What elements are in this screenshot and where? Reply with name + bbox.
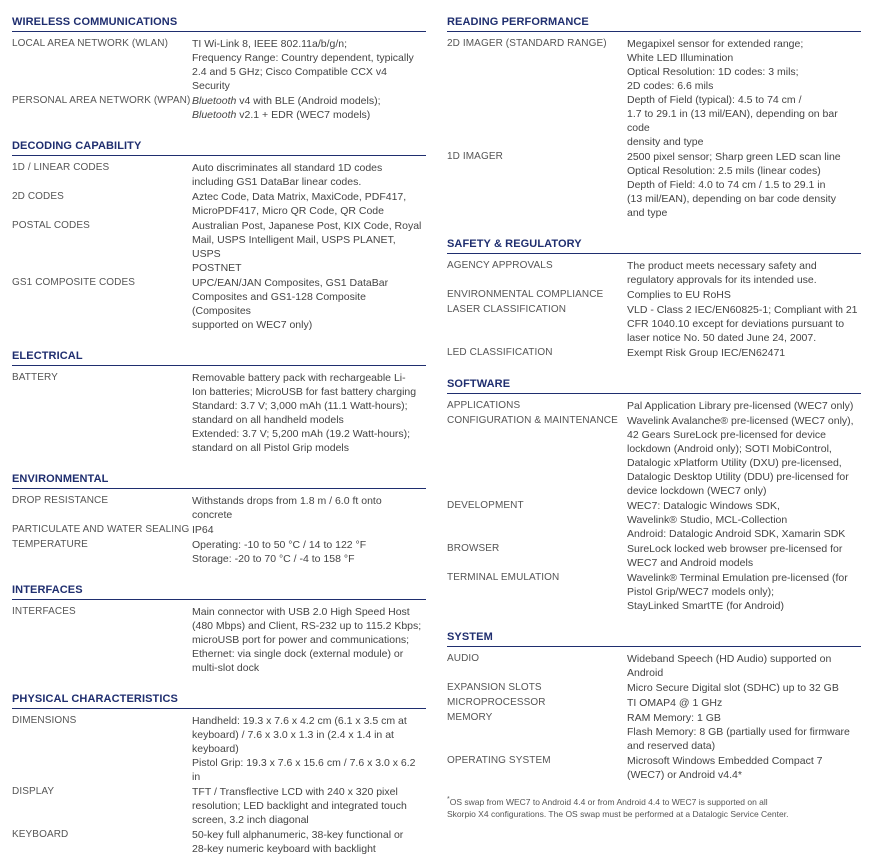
spec-label: 2D IMAGER (STANDARD RANGE) [447, 38, 607, 49]
spec-value-line: and reserved data) [627, 740, 716, 752]
spec-value-line: Pistol Grip: 19.3 x 7.6 x 15.6 cm / 7.6 x 3.0 x 6.2 in [192, 757, 416, 783]
spec-value-line: The product meets necessary safety and [627, 260, 817, 272]
right-column [447, 10, 861, 820]
spec-value-line: Megapixel sensor for extended range; [627, 38, 804, 50]
spec-value-line: and type [627, 207, 668, 219]
spec-label: INTERFACES [12, 606, 76, 617]
spec-value-line: (480 Mbps) and Client, RS-232 up to 115.2 Kbps; [192, 620, 422, 632]
spec-row-environmental-compliance [447, 288, 861, 302]
section-title: WIRELESS COMMUNICATIONS [12, 10, 426, 32]
spec-row-postal-codes [12, 219, 426, 275]
spec-value-line: keyboard) / 7.6 x 3.0 x 1.3 in (2.4 x 1.4 in at [192, 729, 394, 741]
spec-value-line: 1.7 to 29.1 in (13 mil/EAN), depending on bar code [627, 108, 838, 134]
spec-value [627, 288, 861, 302]
spec-label: PARTICULATE AND WATER SEALING [12, 524, 190, 535]
spec-value-line: (13 mil/EAN), depending on bar code density [627, 193, 836, 205]
section-environmental [12, 467, 426, 566]
spec-label: TEMPERATURE [12, 539, 88, 550]
section-wireless-communications [12, 10, 426, 122]
spec-value-line: Datalogic Desktop Utility (DDU) pre-licensed for [627, 471, 849, 483]
spec-value-line: Depth of Field (typical): 4.5 to 74 cm / [627, 94, 802, 106]
spec-value-line: Main connector with USB 2.0 High Speed Host [192, 606, 410, 618]
spec-value-line: resolution; LED backlight and integrated touch [192, 800, 407, 812]
footnote-mark: * [447, 796, 450, 803]
spec-value [192, 538, 426, 566]
spec-label: ENVIRONMENTAL COMPLIANCE [447, 289, 604, 300]
spec-label: TERMINAL EMULATION [447, 572, 560, 583]
spec-value-line: Ion batteries; MicroUSB for fast battery charging [192, 386, 417, 398]
spec-row-battery [12, 371, 426, 455]
spec-value-line: SureLock locked web browser pre-licensed for [627, 543, 843, 555]
spec-value-line: Standard: 3.7 V; 3,000 mAh (11.1 Watt-hours); [192, 400, 408, 412]
spec-value-line: UPC/EAN/JAN Composites, GS1 DataBar [192, 277, 389, 289]
section-electrical [12, 344, 426, 455]
spec-value-line: White LED Illumination [627, 52, 734, 64]
spec-value-line: Wavelink® Terminal Emulation pre-licensed (for [627, 572, 848, 584]
spec-value-line: RAM Memory: 1 GB [627, 712, 721, 724]
spec-value-line: Mail, USPS Intelligent Mail, USPS PLANET, USPS [192, 234, 396, 260]
spec-label: GS1 COMPOSITE CODES [12, 277, 136, 288]
spec-row-1d-imager [447, 150, 861, 220]
spec-value-line: Wavelink® Studio, MCL-Collection [627, 514, 788, 526]
spec-value-line: microUSB port for power and communications; [192, 634, 410, 646]
footnote [447, 794, 861, 820]
section-title: READING PERFORMANCE [447, 10, 861, 32]
spec-value [627, 499, 861, 541]
spec-value [192, 371, 426, 455]
spec-value [192, 828, 426, 856]
spec-row-expansion-slots [447, 681, 861, 695]
section-system [447, 625, 861, 782]
spec-value-line: TFT / Transflective LCD with 240 x 320 pixel [192, 786, 398, 798]
spec-row-dimensions [12, 714, 426, 784]
spec-value-line: 28-key numeric keyboard with backlight [192, 843, 376, 855]
spec-value-line: StayLinked SmartTE (for Android) [627, 600, 784, 612]
spec-label: CONFIGURATION & MAINTENANCE [447, 415, 618, 426]
spec-row-laser-classification [447, 303, 861, 345]
spec-label: 2D CODES [12, 191, 64, 202]
right-sections [447, 10, 861, 782]
spec-value-line: Australian Post, Japanese Post, KIX Code, Royal [192, 220, 422, 232]
spec-row-particulate-and-water-sealing [12, 523, 426, 537]
spec-value [627, 37, 861, 149]
spec-row-2d-imager-standard-range [447, 37, 861, 149]
spec-value [627, 542, 861, 570]
spec-value-line: Bluetooth v2.1 + EDR (WEC7 models) [192, 109, 371, 121]
footnote-line-2: Skorpio X4 configurations. The OS swap must be performed at a Datalogic Service Center. [447, 808, 789, 819]
spec-value-line: device lockdown (WEC7 only) [627, 485, 767, 497]
spec-value-line: IP64 [192, 524, 214, 536]
spec-value-line: VLD - Class 2 IEC/EN60825-1; Compliant with 21 [627, 304, 858, 316]
spec-value-line: (WEC7) or Android v4.4* [627, 769, 742, 781]
spec-label: POSTAL CODES [12, 220, 90, 231]
spec-row-2d-codes [12, 190, 426, 218]
spec-row-configuration-maintenance [447, 414, 861, 498]
spec-row-terminal-emulation [447, 571, 861, 613]
spec-value-line: Bluetooth v4 with BLE (Android models); [192, 95, 381, 107]
spec-label: PERSONAL AREA NETWORK (WPAN) [12, 95, 191, 106]
spec-value-line: Wideband Speech (HD Audio) supported on [627, 653, 832, 665]
spec-value-line: Handheld: 19.3 x 7.6 x 4.2 cm (6.1 x 3.5 cm at [192, 715, 407, 727]
spec-value-line: WEC7 and Android models [627, 557, 754, 569]
section-physical-characteristics [12, 687, 426, 856]
spec-value [627, 652, 861, 680]
section-title: SAFETY & REGULATORY [447, 232, 861, 254]
spec-value-line: Android [627, 667, 664, 679]
spec-row-led-classification [447, 346, 861, 360]
spec-value [627, 711, 861, 753]
spec-value-line: 2D codes: 6.6 mils [627, 80, 714, 92]
spec-value-line: Ethernet: via single dock (external module) or [192, 648, 404, 660]
section-title: ELECTRICAL [12, 344, 426, 366]
spec-row-audio [447, 652, 861, 680]
spec-label: BATTERY [12, 372, 58, 383]
section-title: INTERFACES [12, 578, 426, 600]
spec-value [192, 37, 426, 93]
spec-value [192, 276, 426, 332]
section-title: ENVIRONMENTAL [12, 467, 426, 489]
spec-row-browser [447, 542, 861, 570]
spec-value [192, 190, 426, 218]
spec-value [192, 714, 426, 784]
spec-value [627, 754, 861, 782]
spec-label: DISPLAY [12, 786, 55, 797]
spec-value-line: Aztec Code, Data Matrix, MaxiCode, PDF417, [192, 191, 407, 203]
spec-label: EXPANSION SLOTS [447, 682, 542, 693]
spec-value-line: Optical Resolution: 2.5 mils (linear codes) [627, 165, 821, 177]
spec-value [627, 681, 861, 695]
spec-value [192, 94, 426, 122]
spec-value-line: Wavelink Avalanche® pre-licensed (WEC7 only), [627, 415, 854, 427]
spec-value-line: POSTNET [192, 262, 242, 274]
spec-row-temperature [12, 538, 426, 566]
section-software [447, 372, 861, 613]
spec-row-keyboard [12, 828, 426, 856]
spec-value-line: Storage: -20 to 70 °C / -4 to 158 °F [192, 553, 355, 565]
spec-value [192, 494, 426, 522]
section-title: SYSTEM [447, 625, 861, 647]
spec-value [192, 605, 426, 675]
spec-value-line: Complies to EU RoHS [627, 289, 731, 301]
spec-value-line: supported on WEC7 only) [192, 319, 313, 331]
spec-label: AGENCY APPROVALS [447, 260, 553, 271]
spec-value [192, 219, 426, 275]
spec-value-line: 42 Gears SureLock pre-licensed for device [627, 429, 827, 441]
spec-value-line: laser notice No. 50 dated June 24, 2007. [627, 332, 817, 344]
spec-row-memory [447, 711, 861, 753]
spec-value-line: Depth of Field: 4.0 to 74 cm / 1.5 to 29.1 in [627, 179, 826, 191]
spec-value-line: Pistol Grip/WEC7 models only); [627, 586, 775, 598]
spec-value-line: Android: Datalogic Android SDK, Xamarin SDK [627, 528, 846, 540]
spec-row-gs1-composite-codes [12, 276, 426, 332]
spec-value-line: Datalogic xPlatform Utility (DXU) pre-licensed, [627, 457, 842, 469]
spec-label: DROP RESISTANCE [12, 495, 109, 506]
spec-value-line: MicroPDF417, Micro QR Code, QR Code [192, 205, 384, 217]
spec-value-line: TI Wi-Link 8, IEEE 802.11a/b/g/n; [192, 38, 348, 50]
spec-value-line: lockdown (Android only); SOTI MobiControl, [627, 443, 832, 455]
section-title: DECODING CAPABILITY [12, 134, 426, 156]
spec-value [627, 414, 861, 498]
spec-value-line: Flash Memory: 8 GB (partially used for firmware [627, 726, 850, 738]
spec-row-microprocessor [447, 696, 861, 710]
spec-value [192, 785, 426, 827]
spec-value-line: 2500 pixel sensor; Sharp green LED scan line [627, 151, 841, 163]
spec-value-line: standard on all handheld models [192, 414, 344, 426]
spec-value-line: Pal Application Library pre-licensed (WEC7 only) [627, 400, 854, 412]
spec-label: LASER CLASSIFICATION [447, 304, 567, 315]
spec-label: OPERATING SYSTEM [447, 755, 551, 766]
spec-value-line: regulatory approvals for its intended use. [627, 274, 817, 286]
spec-value [627, 346, 861, 360]
spec-value-line: standard on all Pistol Grip models [192, 442, 349, 454]
spec-label: DEVELOPMENT [447, 500, 524, 511]
spec-value-line: concrete [192, 509, 233, 521]
spec-label: MICROPROCESSOR [447, 697, 546, 708]
spec-row-local-area-network-wlan [12, 37, 426, 93]
spec-value-line: TI OMAP4 @ 1 GHz [627, 697, 723, 709]
spec-row-development [447, 499, 861, 541]
spec-value [627, 259, 861, 287]
spec-value [192, 161, 426, 189]
spec-row-interfaces [12, 605, 426, 675]
spec-value [627, 696, 861, 710]
footnote-line-1: OS swap from WEC7 to Android 4.4 or from Android 4.4 to WEC7 is supported on all [449, 796, 768, 807]
section-safety-regulatory [447, 232, 861, 360]
spec-row-personal-area-network-wpan [12, 94, 426, 122]
spec-label: AUDIO [447, 653, 480, 664]
spec-row-1d-linear-codes [12, 161, 426, 189]
spec-value [627, 303, 861, 345]
spec-value-line: Exempt Risk Group IEC/EN62471 [627, 347, 786, 359]
spec-value-line: Auto discriminates all standard 1D codes [192, 162, 383, 174]
spec-row-operating-system [447, 754, 861, 782]
section-title: PHYSICAL CHARACTERISTICS [12, 687, 426, 709]
left-column [12, 10, 426, 868]
spec-label: BROWSER [447, 543, 500, 554]
spec-row-agency-approvals [447, 259, 861, 287]
spec-row-display [12, 785, 426, 827]
spec-value-line: WEC7: Datalogic Windows SDK, [627, 500, 780, 512]
section-interfaces [12, 578, 426, 675]
spec-value [627, 399, 861, 413]
spec-value-line: Removable battery pack with rechargeable Li- [192, 372, 406, 384]
spec-label: APPLICATIONS [447, 400, 521, 411]
spec-value-line: Extended: 3.7 V; 5,200 mAh (19.2 Watt-hours); [192, 428, 411, 440]
spec-value [627, 571, 861, 613]
spec-value-line: density and type [627, 136, 704, 148]
spec-value-line: 50-key full alphanumeric, 38-key functional or [192, 829, 404, 841]
spec-value-line: keyboard) [192, 743, 239, 755]
section-decoding-capability [12, 134, 426, 332]
spec-label: KEYBOARD [12, 829, 69, 840]
spec-label: DIMENSIONS [12, 715, 77, 726]
spec-label: 1D IMAGER [447, 151, 503, 162]
spec-value-line: Microsoft Windows Embedded Compact 7 [627, 755, 823, 767]
spec-value-line: screen, 3.2 inch diagonal [192, 814, 309, 826]
spec-label: MEMORY [447, 712, 493, 723]
spec-value-line: multi-slot dock [192, 662, 260, 674]
spec-value-line: including GS1 DataBar linear codes. [192, 176, 362, 188]
section-reading-performance [447, 10, 861, 220]
spec-label: 1D / LINEAR CODES [12, 162, 110, 173]
spec-value [192, 523, 426, 537]
section-title: SOFTWARE [447, 372, 861, 394]
spec-label: LED CLASSIFICATION [447, 347, 553, 358]
spec-label: LOCAL AREA NETWORK (WLAN) [12, 38, 169, 49]
spec-value-line: Composites and GS1-128 Composite (Composites [192, 291, 366, 317]
spec-value [627, 150, 861, 220]
spec-value-line: Operating: -10 to 50 °C / 14 to 122 °F [192, 539, 367, 551]
spec-value-line: Micro Secure Digital slot (SDHC) up to 32 GB [627, 682, 839, 694]
spec-row-drop-resistance [12, 494, 426, 522]
spec-value-line: Withstands drops from 1.8 m / 6.0 ft onto [192, 495, 382, 507]
spec-value-line: Frequency Range: Country dependent, typically [192, 52, 414, 64]
spec-value-line: 2.4 and 5 GHz; Cisco Compatible CCX v4 Security [192, 66, 387, 92]
spec-value-line: Optical Resolution: 1D codes: 3 mils; [627, 66, 799, 78]
spec-row-applications [447, 399, 861, 413]
spec-value-line: CFR 1040.10 except for deviations pursuant to [627, 318, 845, 330]
